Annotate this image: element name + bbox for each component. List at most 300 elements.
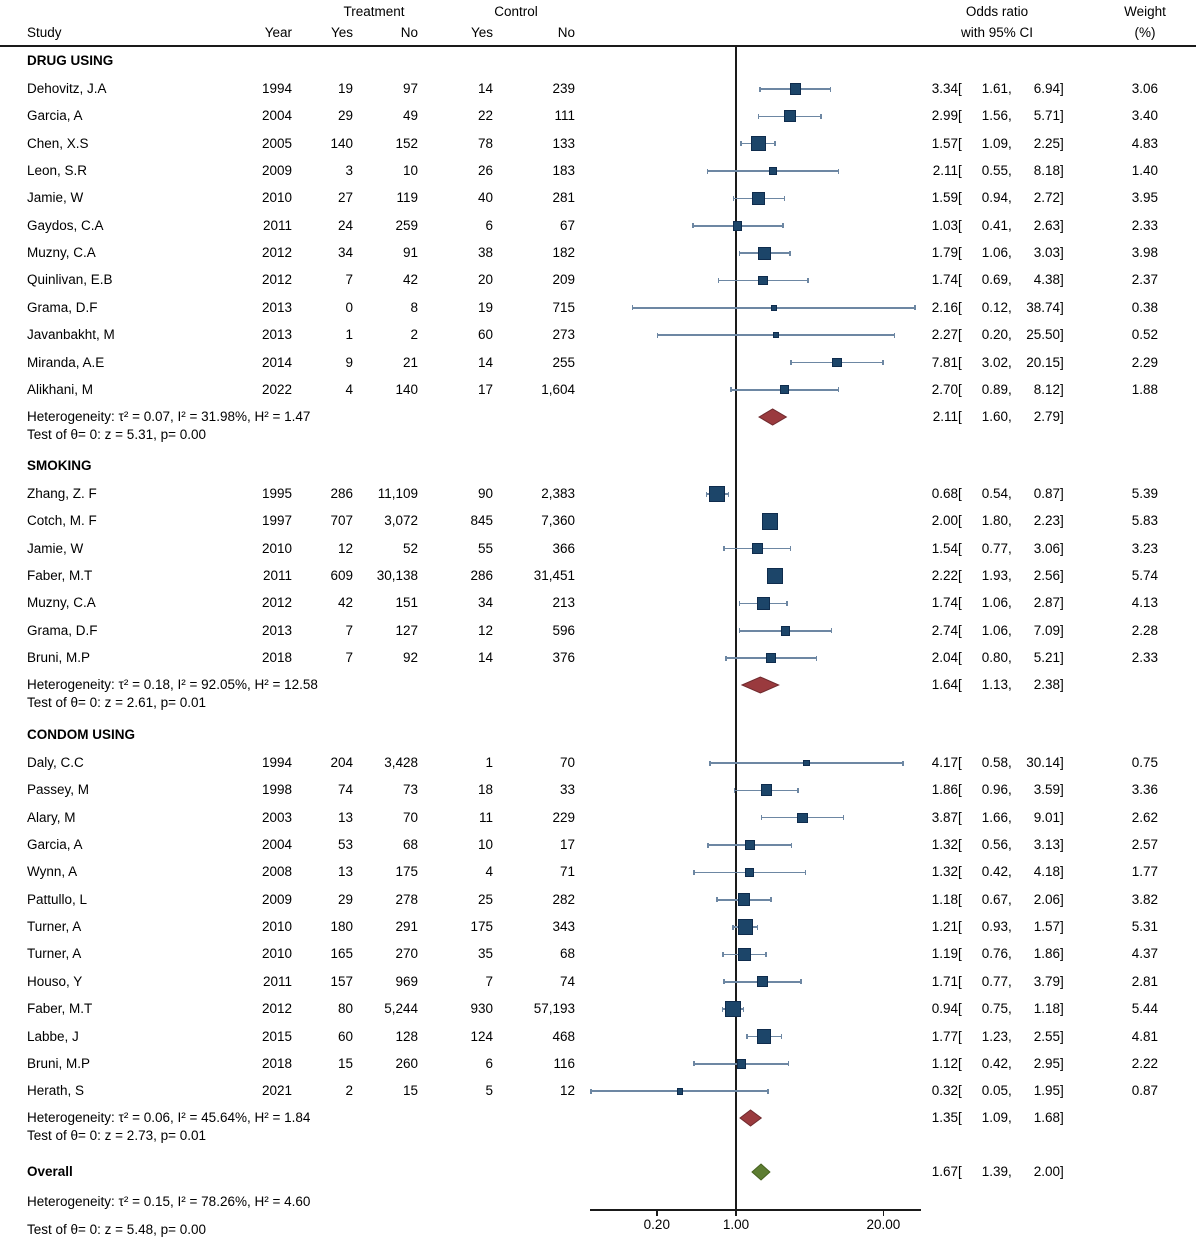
study-name: Muzny, C.A xyxy=(27,595,96,611)
or-text-part: ] xyxy=(1060,354,1064,370)
or-text-part: [ xyxy=(958,81,962,96)
or-text-part: 1.74 xyxy=(931,595,958,611)
or-text-part: [ xyxy=(958,486,962,501)
effect-square xyxy=(767,568,783,584)
study-name: Houso, Y xyxy=(27,973,83,989)
axis-tick-label: 20.00 xyxy=(866,1217,901,1232)
or-text-part: , xyxy=(1008,190,1012,206)
or-text xyxy=(924,836,1068,854)
or-text-part: ] xyxy=(1060,1028,1064,1044)
treatment-yes-cell: 157 xyxy=(330,973,353,989)
or-text-part: , xyxy=(1008,595,1012,611)
or-text-part: 1.32 xyxy=(931,837,958,853)
weight-cell: 2.28 xyxy=(1131,622,1158,638)
year-cell: 2022 xyxy=(261,381,292,397)
weight-cell: 2.22 xyxy=(1131,1055,1158,1071)
or-text-part: ] xyxy=(1060,782,1064,798)
year-cell: 2003 xyxy=(261,809,292,825)
year-cell: 1994 xyxy=(261,755,292,770)
or-text xyxy=(924,107,1068,125)
treatment-yes-cell: 7 xyxy=(345,650,353,666)
control-yes-cell: 60 xyxy=(477,327,493,343)
or-text-part: [ xyxy=(958,1164,962,1179)
control-no-cell: 71 xyxy=(559,864,575,880)
or-text-part: ] xyxy=(1060,327,1064,343)
or-text-part: , xyxy=(1008,1001,1012,1017)
weight-cell: 3.23 xyxy=(1131,540,1158,556)
or-text-part: 1.60 xyxy=(981,408,1008,424)
heterogeneity-text: Heterogeneity: τ² = 0.06, I² = 45.64%, H² = 1.84 xyxy=(27,1110,311,1126)
or-text-part: 5.21 xyxy=(1033,650,1060,666)
ci-cap-right xyxy=(800,979,802,984)
or-text-part: 4.18 xyxy=(1033,864,1060,880)
or-text-part: 7.09 xyxy=(1033,622,1060,638)
weight-cell: 3.98 xyxy=(1131,245,1158,261)
or-text-part: , xyxy=(1008,381,1012,397)
treatment-yes-header: Yes xyxy=(330,25,353,40)
control-yes-cell: 286 xyxy=(470,568,493,584)
study-name: Bruni, M.P xyxy=(27,650,91,666)
study-name: Gaydos, C.A xyxy=(27,217,104,233)
or-text-part: 1.93 xyxy=(981,568,1008,584)
study-name: Turner, A xyxy=(27,946,82,962)
treatment-yes-cell: 27 xyxy=(337,190,353,206)
or-text-part: 0.69 xyxy=(981,272,1008,288)
or-text-part: , xyxy=(1008,163,1012,179)
or-text-part: 3.02 xyxy=(981,354,1008,370)
effect-square xyxy=(709,486,725,502)
weight-cell: 5.83 xyxy=(1131,513,1158,529)
or-text xyxy=(924,540,1068,558)
ci-cap-right xyxy=(816,656,818,661)
weight-cell: 2.33 xyxy=(1131,217,1158,233)
treatment-yes-cell: 15 xyxy=(337,1055,353,1071)
ci-cap-left xyxy=(707,843,709,848)
effect-square xyxy=(757,597,770,610)
or-text-part: 1.18 xyxy=(1033,1001,1060,1017)
or-text-part: [ xyxy=(958,190,962,206)
or-text-part: 2.22 xyxy=(931,568,958,584)
control-yes-cell: 35 xyxy=(477,946,493,962)
or-text-part: , xyxy=(1008,81,1012,96)
control-no-cell: 74 xyxy=(559,973,575,989)
or-text xyxy=(924,1082,1068,1100)
treatment-yes-cell: 42 xyxy=(337,595,353,611)
year-cell: 2012 xyxy=(261,1001,292,1017)
year-cell: 2004 xyxy=(261,837,292,853)
control-yes-cell: 18 xyxy=(477,782,493,798)
treatment-no-cell: 68 xyxy=(402,837,418,853)
control-header: Control xyxy=(494,4,538,19)
or-text-part: 3.79 xyxy=(1033,973,1060,989)
treatment-no-cell: 5,244 xyxy=(384,1001,418,1017)
treatment-yes-cell: 4 xyxy=(345,381,353,397)
or-text-part: 5.71 xyxy=(1033,108,1060,124)
weight-cell: 1.88 xyxy=(1131,381,1158,397)
weight-cell: 4.37 xyxy=(1131,946,1158,962)
control-yes-cell: 12 xyxy=(477,622,493,638)
or-text-part: ] xyxy=(1060,272,1064,288)
or-text-part: 2.56 xyxy=(1033,568,1060,584)
or-text-part: 0.87 xyxy=(1033,486,1060,501)
or-text-part: 0.77 xyxy=(981,540,1008,556)
ci-cap-right xyxy=(757,925,759,930)
study-name: Chen, X.S xyxy=(27,135,89,151)
or-text-part: ] xyxy=(1060,650,1064,666)
or-text-part: [ xyxy=(958,973,962,989)
ci-cap-left xyxy=(739,251,741,256)
weight-cell: 2.62 xyxy=(1131,809,1158,825)
or-text-part: 2.00 xyxy=(931,513,958,529)
or-text-part: 2.55 xyxy=(1033,1028,1060,1044)
weight-cell: 2.29 xyxy=(1131,354,1158,370)
control-yes-cell: 55 xyxy=(477,540,493,556)
study-name: Muzny, C.A xyxy=(27,245,96,261)
control-no-cell: 12 xyxy=(559,1083,575,1099)
ci-cap-right xyxy=(765,952,767,957)
year-cell: 2010 xyxy=(261,946,292,962)
treatment-no-cell: 91 xyxy=(402,245,418,261)
study-header: Study xyxy=(27,25,62,40)
or-text xyxy=(924,973,1068,991)
or-text-part: 0.89 xyxy=(981,381,1008,397)
or-text-part: 1.23 xyxy=(981,1028,1008,1044)
or-text-part: 9.01 xyxy=(1033,809,1060,825)
or-text-part: 3.34 xyxy=(931,81,958,96)
weight-cell: 1.77 xyxy=(1131,864,1158,880)
treatment-no-cell: 175 xyxy=(395,864,418,880)
or-text-part: 0.93 xyxy=(981,919,1008,935)
treatment-yes-cell: 2 xyxy=(345,1083,353,1099)
treatment-yes-cell: 1 xyxy=(345,327,353,343)
study-name: Labbe, J xyxy=(27,1028,79,1044)
treatment-no-cell: 291 xyxy=(395,919,418,935)
or-text-part: 1.21 xyxy=(931,919,958,935)
treatment-yes-cell: 60 xyxy=(337,1028,353,1044)
year-cell: 2009 xyxy=(261,163,292,179)
year-cell: 2014 xyxy=(261,354,292,370)
treatment-yes-cell: 707 xyxy=(330,513,353,529)
ci-cap-left xyxy=(732,925,734,930)
control-yes-cell: 38 xyxy=(477,245,493,261)
or-text-part: [ xyxy=(958,837,962,853)
effect-square xyxy=(769,167,777,175)
weight-cell: 5.44 xyxy=(1131,1001,1158,1017)
treatment-no-cell: 278 xyxy=(395,891,418,907)
overall-or-text xyxy=(924,1163,1068,1181)
or-text-part: ] xyxy=(1060,408,1064,424)
treatment-no-cell: 70 xyxy=(402,809,418,825)
control-no-cell: 596 xyxy=(552,622,575,638)
or-text xyxy=(924,863,1068,881)
or-text xyxy=(924,244,1068,262)
or-text xyxy=(924,485,1068,503)
treatment-no-cell: 15 xyxy=(402,1083,418,1099)
heterogeneity-text: Heterogeneity: τ² = 0.18, I² = 92.05%, H² = 12.58 xyxy=(27,677,318,693)
or-text-part: ] xyxy=(1060,513,1064,529)
ci-cap-left xyxy=(590,1089,592,1094)
or-text-part: [ xyxy=(958,327,962,343)
group-label: SMOKING xyxy=(27,458,92,473)
or-text xyxy=(924,1055,1068,1073)
or-text-part: , xyxy=(1008,354,1012,370)
or-text-part: , xyxy=(1008,486,1012,501)
or-text-part: 1.79 xyxy=(931,245,958,261)
control-no-cell: 33 xyxy=(559,782,575,798)
or-text-part: , xyxy=(1008,299,1012,315)
year-cell: 2011 xyxy=(262,568,292,584)
effect-square xyxy=(745,868,754,877)
weight-header-line2: (%) xyxy=(1134,25,1156,40)
or-text-part: 2.63 xyxy=(1033,217,1060,233)
or-text-part: [ xyxy=(958,163,962,179)
axis-tick-label: 0.20 xyxy=(643,1217,670,1232)
or-text-part: ] xyxy=(1060,540,1064,556)
treatment-yes-cell: 165 xyxy=(330,946,353,962)
or-text-part: , xyxy=(1008,782,1012,798)
weight-cell: 1.40 xyxy=(1131,163,1158,179)
control-no-cell: 282 xyxy=(552,891,575,907)
control-yes-cell: 78 xyxy=(477,135,493,151)
or-text-part: 1.39 xyxy=(981,1164,1008,1179)
study-name: Faber, M.T xyxy=(27,568,93,584)
ci-cap-left xyxy=(657,333,659,338)
treatment-yes-cell: 9 xyxy=(345,354,353,370)
year-cell: 2013 xyxy=(261,327,292,343)
control-no-cell: 376 xyxy=(552,650,575,666)
ci-cap-right xyxy=(902,761,904,766)
control-yes-cell: 845 xyxy=(470,513,493,529)
or-text-part: 0.05 xyxy=(981,1083,1008,1099)
weight-cell: 0.87 xyxy=(1131,1083,1158,1099)
ci-cap-left xyxy=(746,1034,748,1039)
or-text-part: [ xyxy=(958,1001,962,1017)
or-text-part: , xyxy=(1008,973,1012,989)
effect-square xyxy=(761,784,773,796)
effect-square xyxy=(745,840,755,850)
control-yes-cell: 90 xyxy=(477,486,493,501)
or-text-part: , xyxy=(1008,1083,1012,1099)
year-header: Year xyxy=(264,25,292,40)
summary-or-text xyxy=(924,408,1068,426)
ci-cap-left xyxy=(723,979,725,984)
or-text-part: 3.13 xyxy=(1033,837,1060,853)
ci-cap-right xyxy=(894,333,896,338)
or-text-part: 1.67 xyxy=(931,1164,958,1179)
or-text-part: 1.03 xyxy=(931,217,958,233)
or-header-line2: with 95% CI xyxy=(960,25,1034,40)
weight-cell: 3.95 xyxy=(1131,190,1158,206)
treatment-no-cell: 270 xyxy=(395,946,418,962)
or-text-part: 1.09 xyxy=(981,1110,1008,1126)
year-cell: 1995 xyxy=(261,486,292,501)
or-text-part: 7.81 xyxy=(931,354,958,370)
or-text-part: 25.50 xyxy=(1026,327,1060,343)
or-text-part: 2.72 xyxy=(1033,190,1060,206)
or-text-part: [ xyxy=(958,217,962,233)
or-text-part: 0.76 xyxy=(981,946,1008,962)
or-text-part: 1.66 xyxy=(981,809,1008,825)
or-text-part: 1.12 xyxy=(931,1055,958,1071)
effect-square xyxy=(738,919,754,935)
or-text xyxy=(924,945,1068,963)
treatment-yes-cell: 180 xyxy=(330,919,353,935)
or-text-part: [ xyxy=(958,755,962,770)
or-text xyxy=(924,754,1068,772)
or-text-part: 2.70 xyxy=(931,381,958,397)
weight-cell: 0.75 xyxy=(1131,755,1158,770)
year-cell: 2009 xyxy=(261,891,292,907)
or-text-part: [ xyxy=(958,782,962,798)
or-text-part: ] xyxy=(1060,381,1064,397)
ci-cap-right xyxy=(786,601,788,606)
ci-cap-right xyxy=(807,278,809,283)
treatment-no-cell: 97 xyxy=(402,81,418,96)
or-text xyxy=(924,326,1068,344)
heterogeneity-text: Heterogeneity: τ² = 0.07, I² = 31.98%, H² = 1.47 xyxy=(27,408,311,424)
ci-cap-right xyxy=(728,492,730,497)
or-text-part: [ xyxy=(958,1028,962,1044)
test-text: Test of θ= 0: z = 2.61, p= 0.01 xyxy=(27,695,207,711)
or-text-part: [ xyxy=(958,108,962,124)
ci-cap-right xyxy=(791,843,793,848)
weight-cell: 0.52 xyxy=(1131,327,1158,343)
or-text xyxy=(924,271,1068,289)
or-text-part: 0.41 xyxy=(981,217,1008,233)
control-yes-cell: 1 xyxy=(485,755,493,770)
or-text-part: [ xyxy=(958,622,962,638)
or-text-part: 8.18 xyxy=(1033,163,1060,179)
year-cell: 2010 xyxy=(261,919,292,935)
ci-cap-left xyxy=(733,196,735,201)
study-name: Passey, M xyxy=(27,782,90,798)
ci-cap-left xyxy=(707,169,709,174)
treatment-no-cell: 151 xyxy=(395,595,418,611)
ci-cap-left xyxy=(759,87,761,92)
control-yes-cell: 19 xyxy=(477,299,493,315)
year-cell: 2012 xyxy=(261,595,292,611)
ci-cap-right xyxy=(797,788,799,793)
treatment-yes-cell: 7 xyxy=(345,272,353,288)
or-text xyxy=(924,567,1068,585)
overall-diamond xyxy=(751,1163,771,1181)
or-text xyxy=(924,189,1068,207)
or-text xyxy=(924,649,1068,667)
ci-cap-right xyxy=(882,360,884,365)
study-name: Turner, A xyxy=(27,919,82,935)
treatment-no-cell: 11,109 xyxy=(377,486,418,501)
ci-cap-left xyxy=(739,628,741,633)
study-name: Grama, D.F xyxy=(27,622,98,638)
treatment-yes-cell: 13 xyxy=(337,809,353,825)
or-text-part: ] xyxy=(1060,245,1064,261)
ci-cap-right xyxy=(805,870,807,875)
control-yes-cell: 20 xyxy=(477,272,493,288)
or-text xyxy=(924,217,1068,235)
year-cell: 2013 xyxy=(261,622,292,638)
or-text-part: ] xyxy=(1060,973,1064,989)
study-name: Alary, M xyxy=(27,809,76,825)
or-text-part: , xyxy=(1008,540,1012,556)
control-yes-cell: 22 xyxy=(477,108,493,124)
or-text-part: , xyxy=(1008,677,1012,693)
ci-cap-left xyxy=(739,601,741,606)
weight-cell: 2.57 xyxy=(1131,837,1158,853)
or-text-part: 20.15 xyxy=(1026,354,1060,370)
or-text-part: 1.32 xyxy=(931,864,958,880)
or-text-part: [ xyxy=(958,408,962,424)
or-text-part: 2.23 xyxy=(1033,513,1060,529)
or-text-part: [ xyxy=(958,381,962,397)
year-cell: 1997 xyxy=(261,513,292,529)
or-text-part: 0.77 xyxy=(981,973,1008,989)
weight-cell: 3.06 xyxy=(1131,81,1158,96)
ci-cap-left xyxy=(718,278,720,283)
control-no-cell: 255 xyxy=(552,354,575,370)
control-yes-cell: 40 xyxy=(477,190,493,206)
or-text-part: , xyxy=(1008,1028,1012,1044)
treatment-no-cell: 127 xyxy=(395,622,418,638)
effect-square xyxy=(737,1059,746,1068)
treatment-no-cell: 52 xyxy=(402,540,418,556)
or-text-part: 1.68 xyxy=(1033,1110,1060,1126)
or-text-part: ] xyxy=(1060,891,1064,907)
or-text-part: 0.94 xyxy=(981,190,1008,206)
study-name: Alikhani, M xyxy=(27,381,94,397)
or-text-part: , xyxy=(1008,272,1012,288)
control-no-cell: 239 xyxy=(552,81,575,96)
treatment-no-cell: 969 xyxy=(395,973,418,989)
control-yes-cell: 10 xyxy=(477,837,493,853)
study-name: Bruni, M.P xyxy=(27,1055,91,1071)
ci-cap-right xyxy=(820,114,822,119)
or-text-part: [ xyxy=(958,540,962,556)
control-yes-cell: 25 xyxy=(477,891,493,907)
ci-cap-right xyxy=(831,628,833,633)
control-no-cell: 1,604 xyxy=(541,381,575,397)
effect-square xyxy=(790,83,801,94)
control-no-cell: 70 xyxy=(559,755,575,770)
control-no-cell: 31,451 xyxy=(533,568,575,584)
or-text-part: 2.79 xyxy=(1033,408,1060,424)
or-text-part: 0.55 xyxy=(981,163,1008,179)
treatment-no-cell: 73 xyxy=(402,782,418,798)
weight-cell: 2.37 xyxy=(1131,272,1158,288)
year-cell: 1998 xyxy=(261,782,292,798)
weight-cell: 3.82 xyxy=(1131,891,1158,907)
or-text-part: ] xyxy=(1060,837,1064,853)
or-text-part: [ xyxy=(958,864,962,880)
year-cell: 2005 xyxy=(261,135,292,151)
study-name: Wynn, A xyxy=(27,864,78,880)
or-text-part: 1.77 xyxy=(931,1028,958,1044)
or-text xyxy=(924,594,1068,612)
effect-square xyxy=(832,358,842,368)
or-text-part: 6.94 xyxy=(1033,81,1060,96)
control-no-cell: 68 xyxy=(559,946,575,962)
effect-square xyxy=(738,893,751,906)
effect-square xyxy=(762,513,779,530)
weight-cell: 0.38 xyxy=(1131,299,1158,315)
or-text-part: 3.59 xyxy=(1033,782,1060,798)
or-text-part: [ xyxy=(958,135,962,151)
ci-cap-right xyxy=(743,1007,745,1012)
or-text-part: , xyxy=(1008,408,1012,424)
effect-square xyxy=(771,305,777,311)
treatment-yes-cell: 53 xyxy=(337,837,353,853)
ci-cap-left xyxy=(740,141,742,146)
control-no-cell: 281 xyxy=(552,190,575,206)
